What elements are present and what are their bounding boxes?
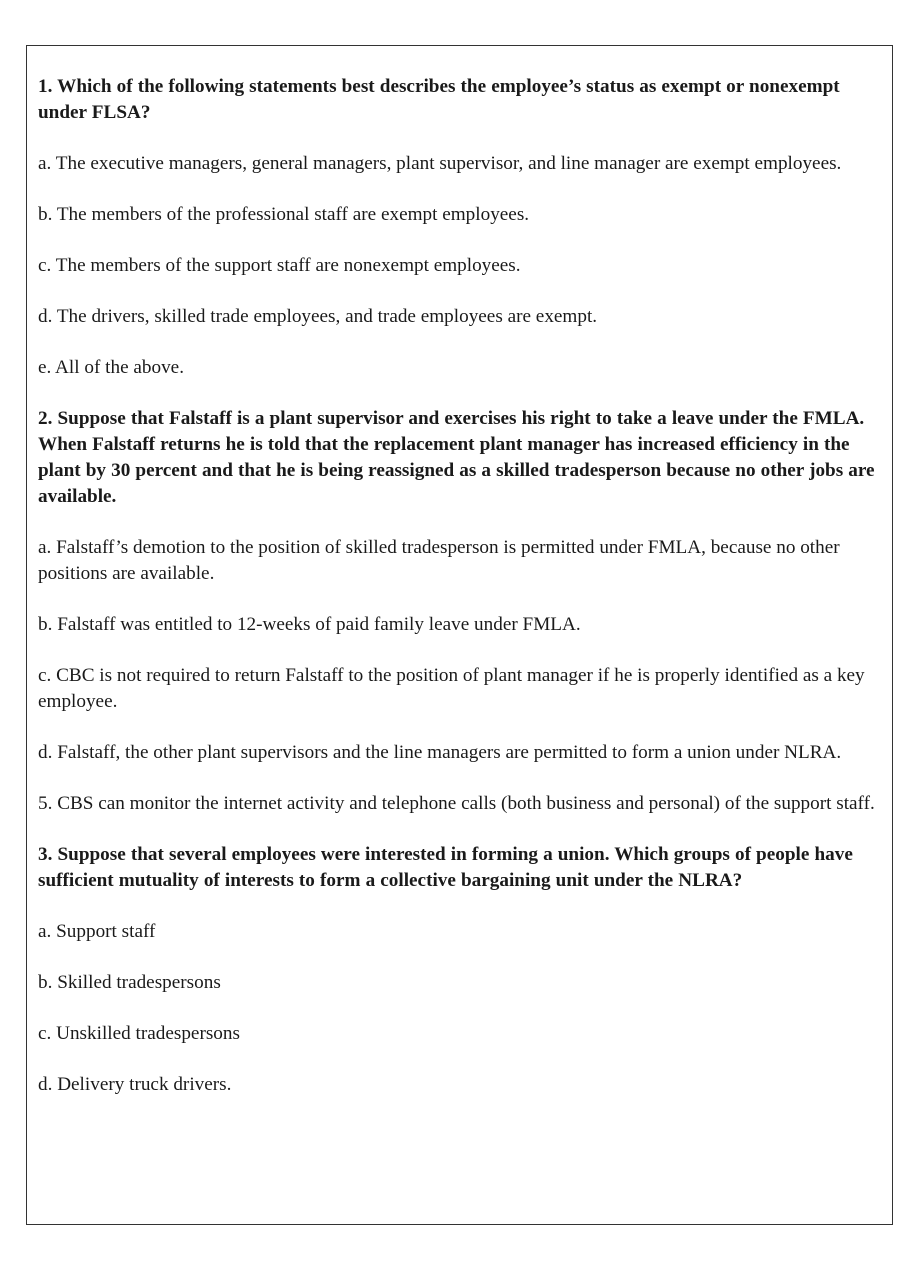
question-1: 1. Which of the following statements best describes the employee’s status as exempt or nonexempt under FLSA? [38, 76, 840, 123]
question-3: 3. Suppose that several employees were interested in forming a union. Which groups of people have sufficient mutuality of interests to form a collective bargaining unit under the NLRA? [38, 844, 853, 891]
question-2-option-a: a. Falstaff’s demotion to the position of skilled tradesperson is permitted under FMLA, because no other positions are available. [38, 537, 840, 584]
question-3-option-d: d. Delivery truck drivers. [38, 1074, 232, 1095]
question-3-option-b: b. Skilled tradespersons [38, 972, 221, 993]
document-content [38, 74, 884, 1123]
document-frame [26, 45, 893, 1225]
question-3-option-a: a. Support staff [38, 921, 156, 942]
question-2-option-5: 5. CBS can monitor the internet activity and telephone calls (both business and personal) of the support staff. [38, 793, 875, 814]
question-1-option-a: a. The executive managers, general managers, plant supervisor, and line manager are exempt employees. [38, 153, 842, 174]
question-2-option-b: b. Falstaff was entitled to 12-weeks of paid family leave under FMLA. [38, 614, 581, 635]
question-3-option-c: c. Unskilled tradespersons [38, 1023, 240, 1044]
question-2-option-c: c. CBC is not required to return Falstaff to the position of plant manager if he is properly identified as a key employee. [38, 665, 865, 712]
question-2-option-d: d. Falstaff, the other plant supervisors and the line managers are permitted to form a union under NLRA. [38, 742, 842, 763]
question-1-option-e: e. All of the above. [38, 357, 184, 378]
question-1-option-d: d. The drivers, skilled trade employees, and trade employees are exempt. [38, 306, 598, 327]
question-2: 2. Suppose that Falstaff is a plant supervisor and exercises his right to take a leave under the FMLA. When Falstaff returns he is told that the replacement plant manager has increased efficiency in the plant by 30 percent and that he is being reassigned as a skilled tradesperson because no other jobs are available. [38, 408, 875, 507]
question-1-option-c: c. The members of the support staff are nonexempt employees. [38, 255, 521, 276]
question-1-option-b: b. The members of the professional staff are exempt employees. [38, 204, 530, 225]
